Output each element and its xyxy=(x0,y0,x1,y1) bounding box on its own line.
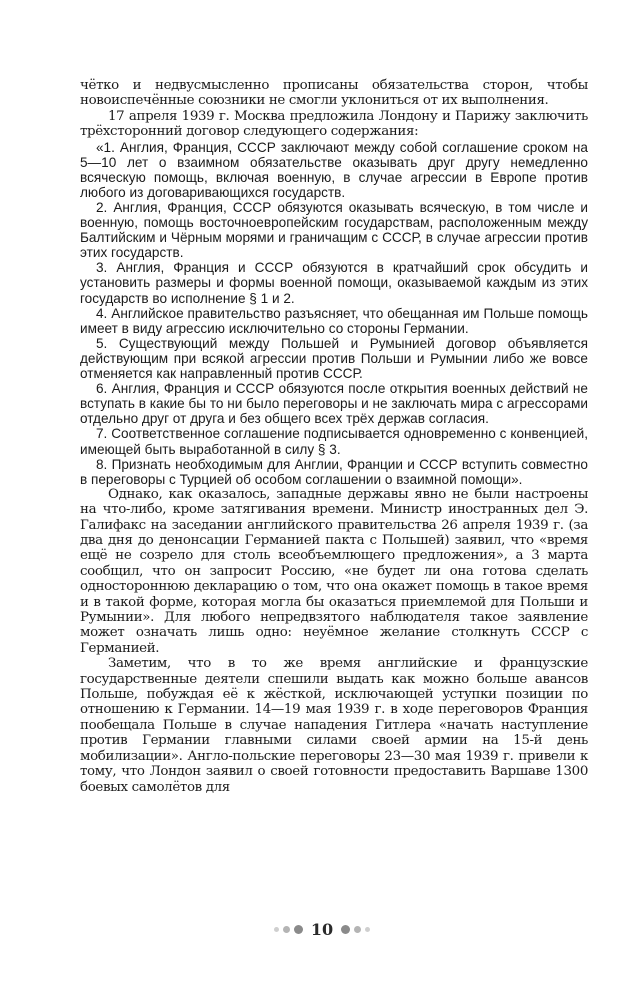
quote-item-7: 7. Соответственное соглашение подписывается одновременно с конвенцией, имеющей быть выработанной в силу § 3. xyxy=(80,426,588,457)
paragraph-western-powers: Однако, как оказалось, западные державы явно не были настроены на что-либо, кроме затягивания времени. Министр иностранных дел Э. Галифакс на заседании английского правительства 26 апреля 1939 г. (за два дня до денонсации Германией пакта с Польшей) заявил, что «время ещё не созрело для столь всеобъемлющего предложения», а 3 марта сообщил, что он запросит Россию, «не будет ли она готова сделать одностороннюю декларацию о том, что она окажет помощь в такое время и в такой форме, которая могла бы оказаться приемлемой для Польши и Румынии». Для любого непредвзятого наблюдателя такое заявление может означать лишь одно: неуёмное желание столкнуть СССР с Германией. xyxy=(80,486,588,656)
decorative-dot-icon xyxy=(341,925,350,934)
page-body xyxy=(80,78,588,795)
quote-item-4: 4. Английское правительство разъясняет, что обещанная им Польше помощь имеет в виду агрессию исключительно со стороны Германии. xyxy=(80,305,588,336)
paragraph-continued: чётко и недвусмысленно прописаны обязательства сторон, чтобы новоиспечённые союзники не смогли уклониться от их выполнения. xyxy=(80,78,588,109)
quote-item-3: 3. Англия, Франция и СССР обязуются в кратчайший срок обсудить и установить размеры и формы военной помощи, оказываемой каждым из этих государств во исполнение § 1 и 2. xyxy=(80,260,588,306)
decorative-dot-icon xyxy=(365,927,370,932)
quote-item-1: «1. Англия, Франция, СССР заключают между собой соглашение сроком на 5—10 лет о взаимном обязательстве оказывать друг другу немедленно всяческую помощь, включая военную, в случае агрессии в Европе против любого из договаривающихся государств. xyxy=(80,139,588,200)
paragraph-april-proposal: 17 апреля 1939 г. Москва предложила Лондону и Парижу заключить трёхсторонний договор следующего содержания: xyxy=(80,108,588,140)
decorative-dot-icon xyxy=(294,925,303,934)
decorative-dot-icon xyxy=(354,926,361,933)
quote-item-8: 8. Признать необходимым для Англии, Франции и СССР вступить совместно в переговоры с Турцией об особом соглашении о взаимной помощи». xyxy=(80,456,588,487)
page-footer xyxy=(0,920,644,939)
decorative-dot-icon xyxy=(283,926,290,933)
page-number: 10 xyxy=(310,920,334,939)
quote-item-2: 2. Англия, Франция, СССР обязуются оказывать всяческую, в том числе и военную, помощь восточноевропейским государствам, расположенным между Балтийским и Чёрным морями и граничащим с СССР, в случае агрессии против этих государств. xyxy=(80,200,588,261)
quote-item-5: 5. Существующий между Польшей и Румынией договор объявляется действующим при всякой агрессии против Польши и Румынии либо же вовсе отменяется как направленный против СССР. xyxy=(80,335,588,382)
decorative-dot-icon xyxy=(274,927,279,932)
paragraph-advances-to-poland: Заметим, что в то же время английские и французские государственные деятели спешили выдать как можно больше авансов Польше, побуждая её к жёсткой, исключающей уступки позиции по отношению к Германии. 14—19 мая 1939 г. в ходе переговоров Франция пообещала Польше в случае нападения Гитлера «начать наступление против Германии главными силами своей армии на 15-й день мобилизации». Англо-польские переговоры 23—30 мая 1939 г. привели к тому, что Лондон заявил о своей готовности предоставить Варшаве 1300 боевых самолётов для xyxy=(80,656,588,795)
quote-item-6: 6. Англия, Франция и СССР обязуются после открытия военных действий не вступать в какие бы то ни было переговоры и не заключать мира с агрессорами отдельно друг от друга и без общего всех трёх держав согласия. xyxy=(80,381,588,427)
